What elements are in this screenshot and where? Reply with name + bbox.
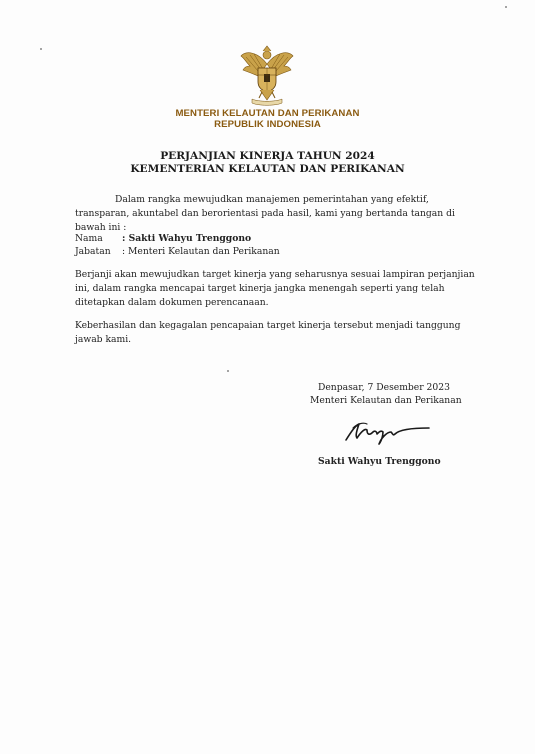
place-date: Denpasar, 7 Desember 2023 bbox=[318, 382, 450, 393]
intro-paragraph: Dalam rangka mewujudkan manajemen pemerintahan yang efektif, transparan, akuntabel dan berorientasi pada hasil, kami yang bertanda tangan di bawah ini : bbox=[75, 194, 455, 233]
scan-speck bbox=[227, 370, 229, 372]
document-subtitle: KEMENTERIAN KELAUTAN DAN PERIKANAN bbox=[130, 163, 405, 175]
nama-value: : Sakti Wahyu Trenggono bbox=[122, 233, 252, 244]
jabatan-value: : Menteri Kelautan dan Perikanan bbox=[122, 246, 280, 257]
document-title: PERJANJIAN KINERJA TAHUN 2024 bbox=[160, 150, 375, 162]
jabatan-label: Jabatan bbox=[75, 246, 111, 257]
responsibility-paragraph: Keberhasilan dan kegagalan pencapaian target kinerja tersebut menjadi tanggung jawab kami. bbox=[75, 320, 461, 345]
garuda-emblem-icon bbox=[238, 44, 296, 106]
institution-name: MENTERI KELAUTAN DAN PERIKANAN bbox=[175, 108, 360, 119]
handwritten-signature-icon bbox=[343, 418, 433, 446]
scan-speck bbox=[505, 6, 507, 8]
signer-role: Menteri Kelautan dan Perikanan bbox=[310, 395, 462, 406]
scan-speck bbox=[40, 48, 42, 50]
nama-label: Nama bbox=[75, 233, 103, 244]
signer-name: Sakti Wahyu Trenggono bbox=[318, 456, 441, 467]
pledge-paragraph: Berjanji akan mewujudkan target kinerja yang seharusnya sesuai lampiran perjanjian ini, dalam rangka mencapai target kinerja jangka menengah seperti yang telah ditetapkan dalam dokumen perencanaan. bbox=[75, 269, 475, 308]
institution-country: REPUBLIK INDONESIA bbox=[214, 119, 321, 130]
